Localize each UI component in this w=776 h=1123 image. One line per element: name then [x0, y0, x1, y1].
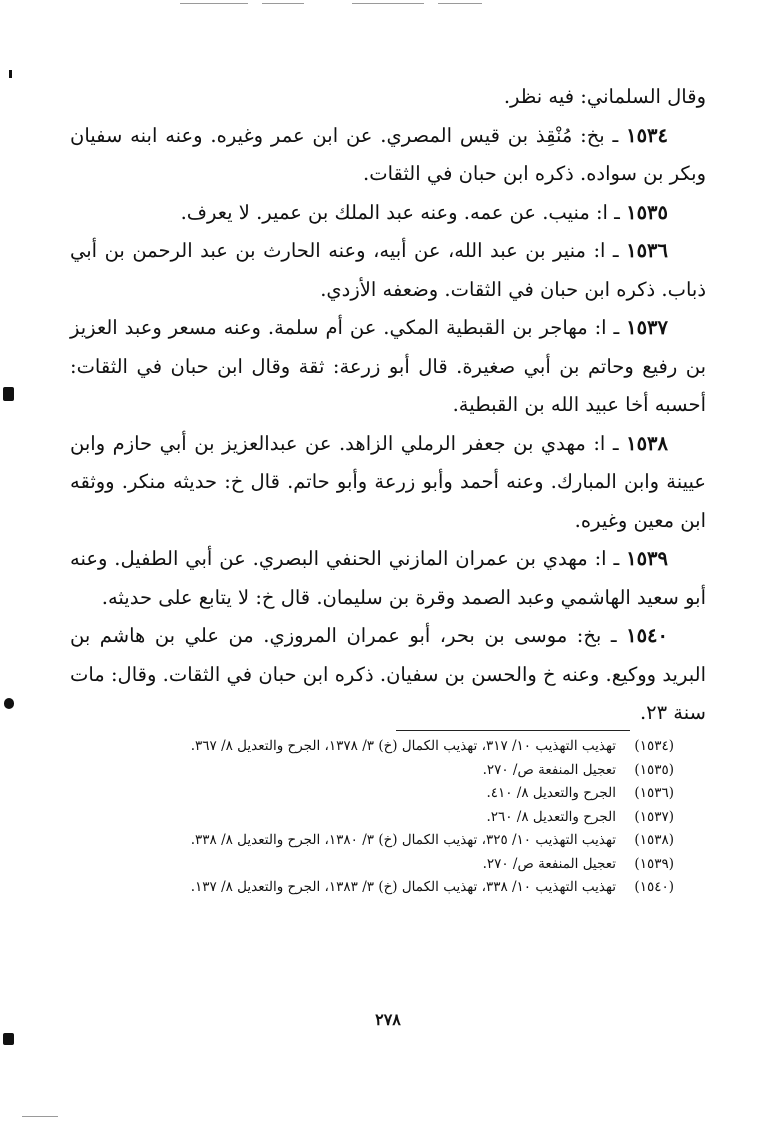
footnote-text: الجرح والتعديل ٨/ ٤١٠.: [486, 785, 616, 801]
entry-text: ـ ا: منيب. عن عمه. وعنه عبد الملك بن عمير. لا يعرف.: [180, 200, 627, 224]
footnote-text: تعجيل المنفعة ص/ ٢٧٠.: [482, 761, 616, 778]
entry-1538: [70, 425, 706, 541]
entry-text: ـ ا: منير بن عبد الله، عن أبيه، وعنه الحارث بن عبد الرحمن بن أبي ذباب. ذكره ابن حبان في الثقات. وضعفه الأزدي.: [70, 239, 706, 301]
scan-speck: [3, 1033, 14, 1045]
scan-artifact-line: [262, 3, 304, 4]
footnote-number: (١٥٣٩): [634, 855, 674, 872]
page-number: ٢٧٨: [375, 1010, 401, 1029]
footnote-1536: [70, 782, 674, 806]
entry-text: ـ ا: مهدي بن جعفر الرملي الزاهد. عن عبدالعزيز بن أبي حازم وابن عيينة وابن المبارك. وعنه أحمد وأبو زرعة وأبو حاتم. قال خ: حديثه منكر. ووثقه ابن معين وغيره.: [70, 431, 706, 532]
entry-1537: [70, 309, 706, 425]
entry-1535: [70, 194, 706, 233]
intro-line: وقال السلماني: فيه نظر.: [503, 85, 706, 108]
scan-artifact-line: [180, 3, 248, 4]
entry-1539: [70, 540, 706, 617]
footnote-number: (١٥٣٨): [634, 832, 674, 848]
footnote-1537: [70, 806, 674, 830]
footnote-1539: [70, 853, 674, 877]
entry-number: ١٥٣٥: [626, 200, 668, 224]
main-text: [70, 78, 706, 733]
footnote-1534: [70, 735, 674, 759]
footnote-text: تعجيل المنفعة ص/ ٢٧٠.: [482, 855, 616, 872]
footnote-1538: [70, 829, 674, 853]
footnotes: [70, 735, 674, 900]
footnote-1540: [70, 876, 674, 900]
entry-text: ـ بخ: موسى بن بحر، أبو عمران المروزي. من علي بن هاشم بن البريد ووكيع. وعنه خ والحسن بن سفيان. ذكره ابن حبان في الثقات. وقال: مات سنة ٢٣.: [70, 624, 706, 724]
entry-1540: [70, 617, 706, 733]
entry-number: ١٥٣٧: [626, 316, 668, 339]
entry-1534: [70, 117, 706, 194]
entry-1536: [70, 232, 706, 309]
footnote-number: (١٥٣٧): [634, 808, 674, 825]
scan-speck: [3, 387, 14, 401]
scan-artifact-line: [22, 1116, 58, 1117]
footnote-number: (١٥٣٤): [634, 738, 674, 754]
footnote-text: تهذيب التهذيب ١٠/ ٣١٧، تهذيب الكمال (خ) ٣/ ١٣٧٨، الجرح والتعديل ٨/ ٣٦٧.: [190, 738, 616, 754]
scan-artifact-line: [352, 3, 424, 4]
footnote-separator: [396, 730, 630, 731]
footnote-text: تهذيب التهذيب ١٠/ ٣٢٥، تهذيب الكمال (خ) ٣/ ١٣٨٠، الجرح والتعديل ٨/ ٣٣٨.: [190, 832, 616, 848]
scan-speck: [4, 698, 14, 709]
entry-text: ـ بخ: مُنْقِذ بن قيس المصري. عن ابن عمر وغيره. وعنه ابنه سفيان وبكر بن سواده. ذكره ابن حبان في الثقات.: [70, 123, 706, 185]
entry-number: ١٥٣٤: [626, 123, 668, 147]
footnote-number: (١٥٤٠): [634, 879, 674, 895]
entry-text: ـ ا: مهاجر بن القبطية المكي. عن أم سلمة. وعنه مسعر وعبد العزيز بن رفيع وحاتم بن أبي صغيرة. قال أبو زرعة: ثقة وقال ابن حبان في الثقات: أحسبه أخا عبيد الله بن القبطية.: [70, 316, 706, 416]
footnote-text: الجرح والتعديل ٨/ ٢٦٠.: [486, 808, 616, 825]
footnote-1535: [70, 759, 674, 783]
footnote-number: (١٥٣٥): [634, 761, 674, 778]
entry-number: ١٥٣٩: [626, 547, 668, 570]
scan-artifact-line: [438, 3, 482, 4]
footnote-number: (١٥٣٦): [634, 785, 674, 801]
entry-number: ١٥٣٦: [626, 239, 668, 262]
entry-number: ١٥٤٠: [626, 624, 668, 647]
entry-text: ـ ا: مهدي بن عمران المازني الحنفي البصري. عن أبي الطفيل. وعنه أبو سعيد الهاشمي وعبد الصمد وقرة بن سليمان. قال خ: لا يتابع على حديثه.: [70, 547, 706, 609]
footnote-text: تهذيب التهذيب ١٠/ ٣٣٨، تهذيب الكمال (خ) ٣/ ١٣٨٣، الجرح والتعديل ٨/ ١٣٧.: [190, 879, 616, 895]
entry-number: ١٥٣٨: [626, 431, 668, 455]
scan-speck: [9, 70, 12, 78]
